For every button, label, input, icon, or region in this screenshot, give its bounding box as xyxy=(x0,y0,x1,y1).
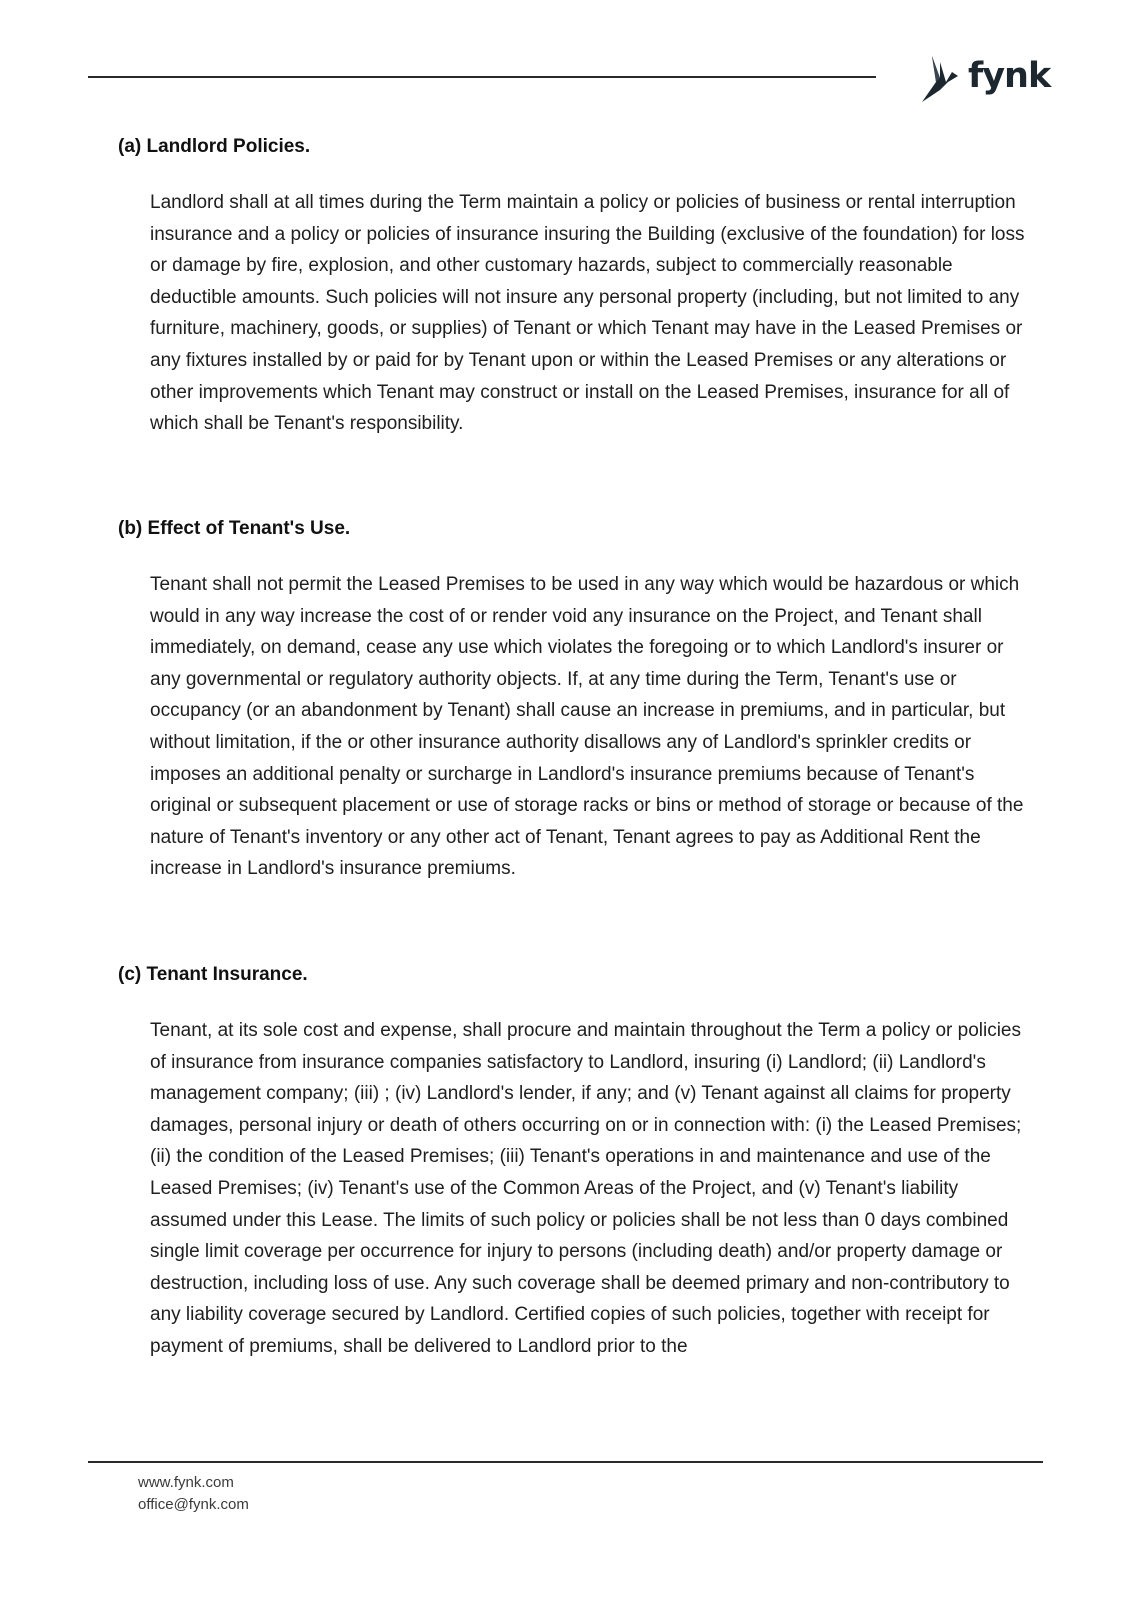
section-heading: (b) Effect of Tenant's Use. xyxy=(118,518,351,539)
section-body: Tenant, at its sole cost and expense, shall procure and maintain throughout the Term a policy or policies of insurance from insurance companies satisfactory to Landlord, insuring (i) Landlord; (ii) Landlord's management company; (iii) ; (iv) Landlord's lender, if any; and (v) Tenant against all claims for property damages, personal injury or death of others occurring on or in connection with: (i) the Leased Premises; (ii) the condition of the Leased Premises; (iii) Tenant's operations in and maintenance and use of the Leased Premises; (iv) Tenant's use of the Common Areas of the Project, and (v) Tenant's liability assumed under this Lease. The limits of such policy or policies shall be not less than 0 days combined single limit coverage per occurrence for injury to persons (including death) and/or property damage or destruction, including loss of use. Any such coverage shall be deemed primary and non-contributory to any liability coverage secured by Landlord. Certified copies of such policies, together with receipt for payment of premiums, shall be delivered to Landlord prior to the xyxy=(150,1020,1022,1357)
section-landlord-policies xyxy=(118,134,1048,440)
section-body: Landlord shall at all times during the Term maintain a policy or policies of business or rental interruption insurance and a policy or policies of insurance insuring the Building (exclusive of the foundation) for loss or damage by fire, explosion, and other customary hazards, subject to commercially reasonable deductible amounts. Such policies will not insure any personal property (including, but not limited to any furniture, machinery, goods, or supplies) of Tenant or which Tenant may have in the Leased Premises or any fixtures installed by or paid for by Tenant upon or within the Leased Premises or any alterations or other improvements which Tenant may construct or install on the Leased Premises, insurance for all of which shall be Tenant's responsibility. xyxy=(150,192,1025,435)
footer-email-link[interactable]: office@fynk.com xyxy=(138,1496,249,1513)
logo-text: fynk xyxy=(968,56,1051,96)
footer-website-link[interactable]: www.fynk.com xyxy=(138,1474,234,1491)
section-tenant-insurance xyxy=(118,962,1048,1363)
section-body: Tenant shall not permit the Leased Premises to be used in any way which would be hazardous or which would in any way increase the cost of or render void any insurance on the Project, and Tenant shall immediately, on demand, cease any use which violates the foregoing or to which Landlord's insurer or any governmental or regulatory authority objects. If, at any time during the Term, Tenant's use or occupancy (or an abandonment by Tenant) shall cause an increase in premiums, and in particular, but without limitation, if the or other insurance authority disallows any of Landlord's sprinkler credits or imposes an additional penalty or surcharge in Landlord's insurance premiums because of Tenant's original or subsequent placement or use of storage racks or bins or method of storage or because of the nature of Tenant's inventory or any other act of Tenant, Tenant agrees to pay as Additional Rent the increase in Landlord's insurance premiums. xyxy=(150,574,1024,880)
footer-divider xyxy=(88,1461,1043,1463)
section-heading: (a) Landlord Policies. xyxy=(118,136,311,157)
bird-icon xyxy=(918,52,962,104)
header-divider xyxy=(88,76,876,78)
footer xyxy=(138,1472,249,1516)
section-heading: (c) Tenant Insurance. xyxy=(118,964,308,985)
fynk-logo xyxy=(918,50,1050,106)
section-effect-of-tenants-use xyxy=(118,516,1048,885)
